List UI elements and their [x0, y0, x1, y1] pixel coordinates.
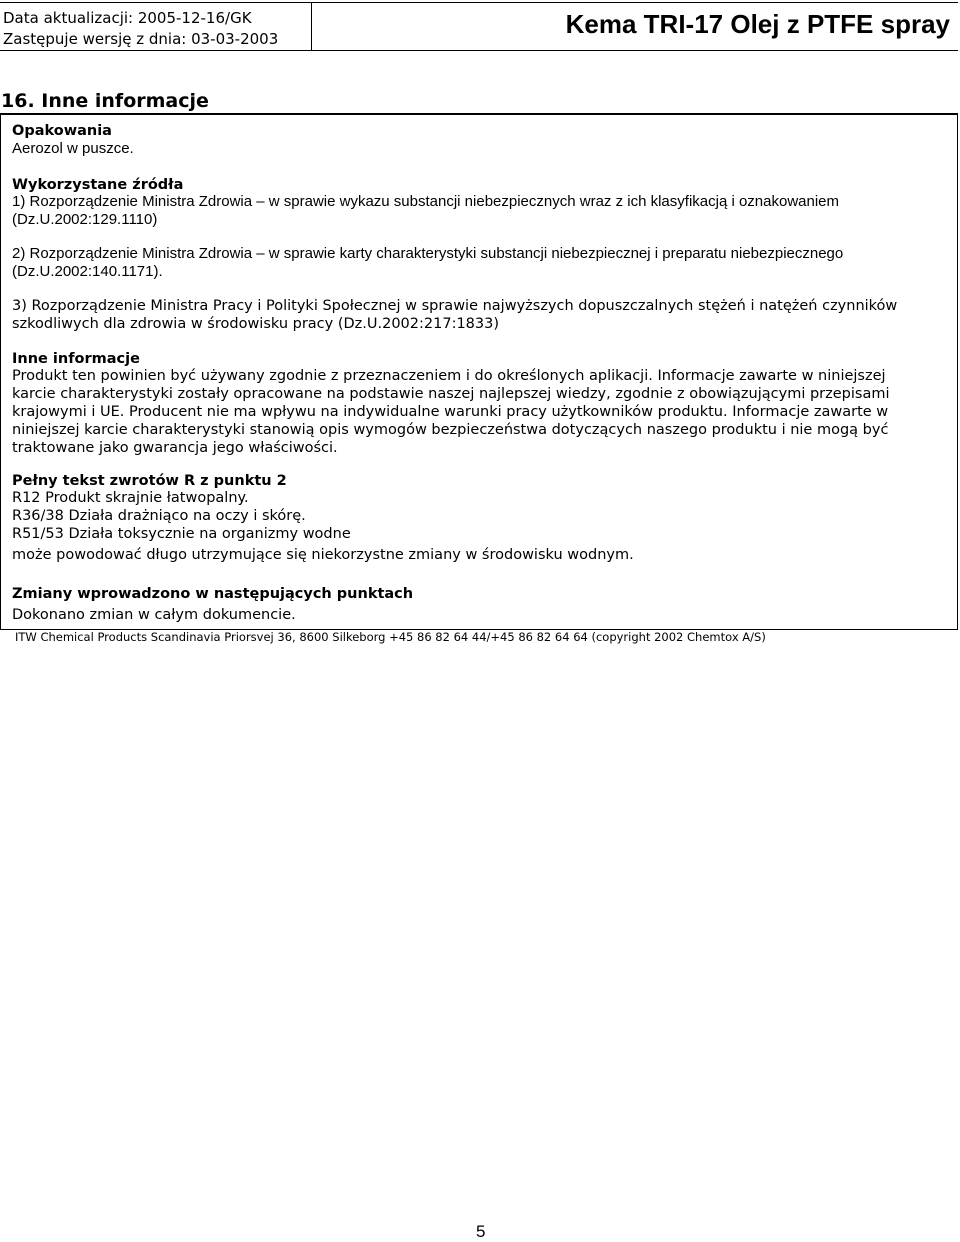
sources-heading: Wykorzystane źródła [12, 177, 184, 193]
other-info-line: niniejszej karcie charakterystyki stanowią opis wymogów bezpieczeństwa dotyczących naszego produktu i nie mogą być [12, 422, 889, 438]
r-phrase-line: R36/38 Działa drażniąco na oczy i skórę. [12, 508, 306, 524]
header-meta-cell [0, 3, 312, 50]
source-item-2-line-1: 2) Rozporządzenie Ministra Zdrowia – w sprawie karty charakterystyki substancji niebezpiecznej i preparatu niebezpiecznego [12, 245, 844, 262]
changes-heading: Zmiany wprowadzono w następujących punktach [12, 586, 414, 602]
source-item-3-line-1: 3) Rozporządzenie Ministra Pracy i Polityki Społecznej w sprawie najwyższych dopuszczalnych stężeń i natężeń czynników [12, 298, 898, 314]
source-item-1-line-1: 1) Rozporządzenie Ministra Zdrowia – w sprawie wykazu substancji niebezpiecznych wraz z ich klasyfikacją i oznakowaniem [12, 193, 840, 210]
changes-text: Dokonano zmian w całym dokumencie. [12, 607, 296, 623]
source-item-3-line-2: szkodliwych dla zdrowia w środowisku pracy (Dz.U.2002:217:1833) [12, 316, 500, 332]
product-title: Kema TRI-17 Olej z PTFE spray [565, 9, 950, 39]
section-content-box [0, 113, 958, 630]
r-phrases-heading: Pełny tekst zwrotów R z punktu 2 [12, 473, 287, 489]
other-info-heading: Inne informacje [12, 351, 140, 367]
other-info-line: karcie charakterystyki zostały opracowane na podstawie naszej najlepszej wiedzy, zgodnie z obowiązującymi przepisami [12, 386, 890, 402]
footer-company-info: ITW Chemical Products Scandinavia Priorsvej 36, 8600 Silkeborg +45 86 82 64 44/+45 86 82 64 64 (copyright 2002 Chemtox A/S) [15, 630, 766, 644]
packaging-heading: Opakowania [12, 123, 112, 139]
other-info-line: Produkt ten powinien być używany zgodnie z przeznaczeniem i do określonych aplikacji. Informacje zawarte w niniejszej [12, 368, 886, 384]
document-header [0, 2, 958, 51]
other-info-line: traktowane jako gwarancja jego właściwości. [12, 440, 338, 456]
source-item-1-line-2: (Dz.U.2002:129.1110) [12, 211, 158, 228]
page-number: 5 [476, 1222, 486, 1241]
update-date: Data aktualizacji: 2005-12-16/GK [3, 9, 252, 27]
other-info-line: krajowymi i UE. Producent nie ma wpływu na indywidualne warunki pracy użytkowników produktu. Informacje zawarte w [12, 404, 889, 420]
replaces-version: Zastępuje wersję z dnia: 03-03-2003 [3, 30, 279, 48]
packaging-text: Aerozol w puszce. [12, 140, 134, 157]
r-phrase-line: może powodować długo utrzymujące się niekorzystne zmiany w środowisku wodnym. [12, 547, 634, 563]
r-phrase-line: R51/53 Działa toksycznie na organizmy wodne [12, 526, 351, 542]
section-title: 16. Inne informacje [1, 90, 209, 112]
source-item-2-line-2: (Dz.U.2002:140.1171). [12, 263, 163, 280]
r-phrase-line: R12 Produkt skrajnie łatwopalny. [12, 490, 249, 506]
